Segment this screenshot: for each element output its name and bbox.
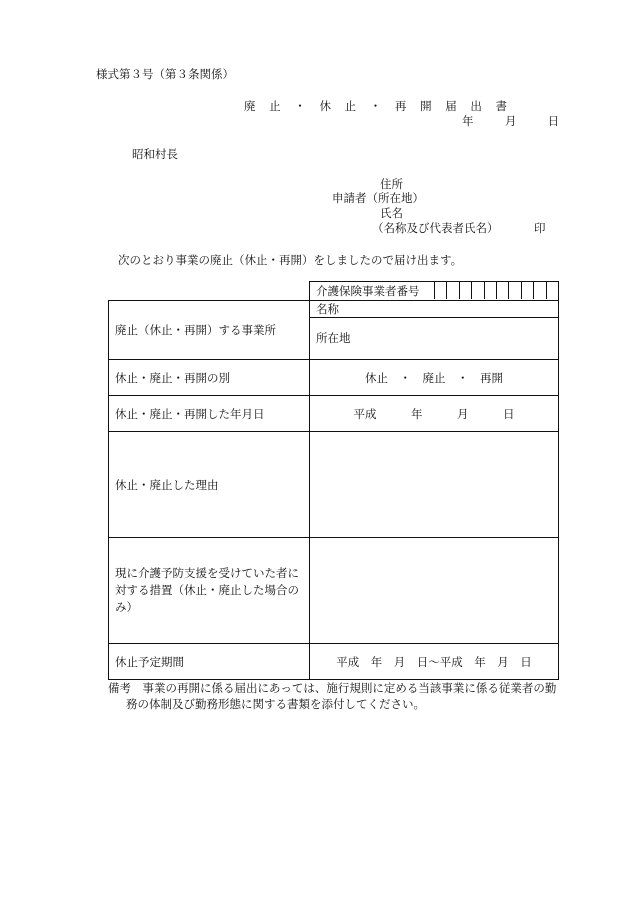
name-label: 氏名 [380, 206, 403, 220]
period-value[interactable]: 平成 年 月 日～平成 年 月 日 [310, 644, 559, 680]
provider-number-boxes[interactable] [434, 282, 558, 300]
reason-label: 休止・廃止した理由 [109, 432, 310, 538]
date-value[interactable]: 平成 年 月 日 [310, 396, 559, 432]
date-day: 日 [547, 114, 560, 128]
form-number: 様式第３号（第３条関係） [96, 67, 234, 81]
provider-number-label: 介護保険事業者番号 [316, 284, 420, 298]
addressee: 昭和村長 [132, 147, 178, 161]
seal-mark: 印 [534, 221, 546, 235]
office-fields[interactable] [310, 301, 559, 360]
document-title: 廃 止 ・ 休 止 ・ 再 開 届 出 書 [244, 99, 513, 113]
provider-number-row [310, 282, 559, 301]
remark-line-2: 務の体制及び勤務形態に関する書類を添付してください。 [126, 697, 425, 711]
office-location-label: 所在地 [316, 331, 351, 345]
intro-text: 次のとおり事業の廃止（休止・再開）をしましたので届け出ます。 [118, 253, 463, 267]
type-options[interactable]: 休止 ・ 廃止 ・ 再開 [310, 360, 559, 396]
measure-field[interactable] [310, 538, 559, 644]
office-name-label: 名称 [310, 301, 558, 318]
reason-field[interactable] [310, 432, 559, 538]
office-label: 廃止（休止・再開）する事業所 [109, 301, 310, 360]
measure-label: 現に介護予防支援を受けていた者に対する措置（休止・廃止した場合のみ） [109, 538, 310, 644]
notification-table [108, 281, 559, 680]
date-month: 月 [504, 114, 517, 128]
period-label: 休止予定期間 [109, 644, 310, 680]
applicant-label: 申請者（所在地） [332, 191, 424, 205]
type-label: 休止・廃止・再開の別 [109, 360, 310, 396]
representative-label: （名称及び代表者氏名） [372, 221, 499, 235]
remark-line-1: 備考 事業の再開に係る届出にあっては、施行規則に定める当該事業に係る従業者の勤 [108, 681, 557, 695]
address-label: 住所 [380, 177, 403, 191]
submission-date [462, 113, 559, 129]
applicant-block [332, 176, 552, 238]
date-year: 年 [462, 114, 474, 128]
date-label: 休止・廃止・再開した年月日 [109, 396, 310, 432]
